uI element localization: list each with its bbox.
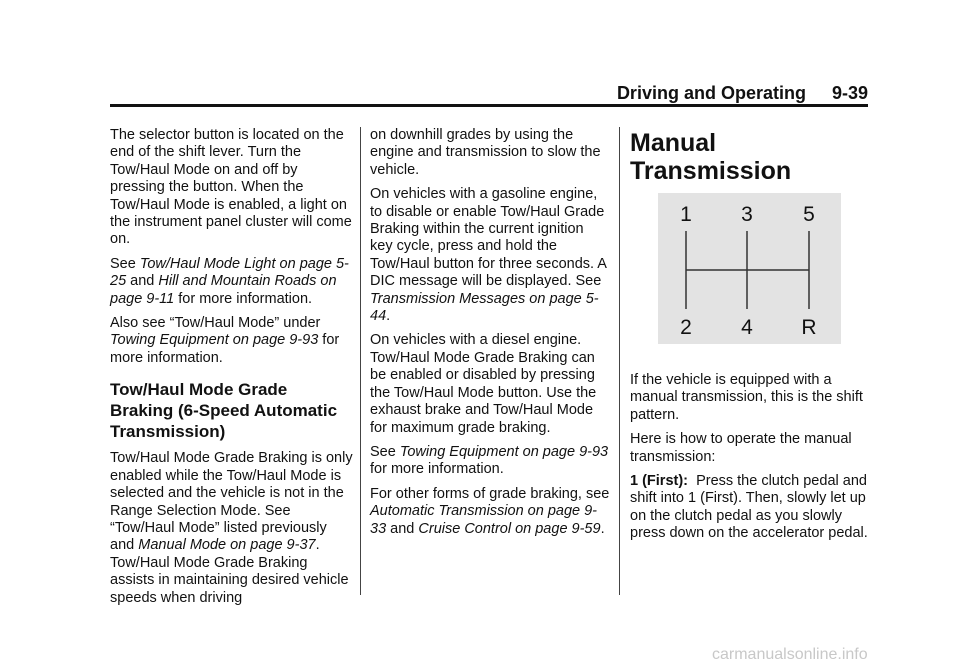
watermark: carmanualsonline.info <box>712 646 868 663</box>
cross-reference[interactable]: Manual Mode on page 9-37 <box>138 537 316 554</box>
cross-reference[interactable]: Hill and Mountain Roads on page 9-11 <box>110 273 337 307</box>
gear-label-3: 3 <box>741 203 753 226</box>
gear-label-reverse: R <box>801 316 817 339</box>
paragraph: On vehicles with a gasoline engine, to disable or enable Tow/Haul Grade Braking within the current ignition key cycle, press and hold the Tow/Haul button for three seconds. A DIC message will be displayed. See Transmission Messages on page 5-44. <box>370 186 607 325</box>
paragraph: Tow/Haul Mode Grade Braking is only enabled while the Tow/Haul Mode is selected and the vehicle is not in the Range Selection Mode. See “Tow/Haul Mode” listed previously and Manual Mode on page 9-37. Tow/Haul Mode Grade Braking assists in maintaining desired vehicle speeds when driving <box>110 450 353 606</box>
cross-reference[interactable]: Towing Equipment on page 9-93 <box>110 332 319 349</box>
paragraph: on downhill grades by using the engine and transmission to slow the vehicle. <box>370 127 601 178</box>
cross-reference[interactable]: Tow/Haul Mode Light on page 5-25 <box>110 255 349 290</box>
paragraph: If the vehicle is equipped with a manual transmission, this is the shift pattern. <box>630 372 863 423</box>
paragraph: See Tow/Haul Mode Light on page 5-25 and Hill and Mountain Roads on page 9-11 for more information. <box>110 255 349 307</box>
gear-label-1: 1 <box>680 203 692 226</box>
section-subheading: Tow/Haul Mode Grade Braking (6-Speed Automatic Transmission) <box>110 380 338 442</box>
paragraph: For other forms of grade braking, see Automatic Transmission on page 9-33 and Cruise Control on page 9-59. <box>370 485 610 537</box>
paragraph: Here is how to operate the manual transmission: <box>630 431 852 465</box>
section-title: Driving and Operating <box>616 83 806 103</box>
column-divider <box>619 127 620 595</box>
cross-reference[interactable]: Cruise Control on page 9-59 <box>418 520 601 537</box>
paragraph: 1 (First): Press the clutch pedal and shift into 1 (First). Then, slowly let up on the clutch pedal as you slowly press down on the accelerator pedal. <box>630 473 868 542</box>
column-divider <box>360 127 361 595</box>
page-header <box>110 82 868 104</box>
page-number: 9-39 <box>831 83 868 103</box>
cross-reference[interactable]: Automatic Transmission on page 9-33 <box>370 503 598 537</box>
header-rule <box>110 104 868 107</box>
gear-label-4: 4 <box>741 316 753 339</box>
cross-reference[interactable]: Transmission Messages on page 5-44 <box>370 290 599 325</box>
gear-label-2: 2 <box>680 316 692 339</box>
column-right <box>630 127 868 185</box>
paragraph: On vehicles with a diesel engine. Tow/Haul Mode Grade Braking can be enabled or disabled by pressing the Tow/Haul Mode button. Use the exhaust brake and Tow/Haul Mode for maximum grade braking. <box>370 332 597 436</box>
gear-label-5: 5 <box>803 203 815 226</box>
paragraph: Also see “Tow/Haul Mode” under Towing Equipment on page 9-93 for more information. <box>110 315 340 366</box>
shift-pattern-diagram <box>658 193 841 344</box>
paragraph: The selector button is located on the end of the shift lever. Turn the Tow/Haul Mode on and off by pressing the button. When the Tow/Haul Mode is enabled, a light on the instrument panel cluster will come on. <box>110 127 352 248</box>
column-left <box>110 127 354 614</box>
column-middle <box>370 127 610 545</box>
section-title-heading: Manual Transmission <box>630 129 792 185</box>
paragraph: See Towing Equipment on page 9-93 for more information. <box>370 443 609 478</box>
cross-reference[interactable]: Towing Equipment on page 9-93 <box>399 443 609 460</box>
column-right-body <box>630 372 868 550</box>
step-label: 1 (First): <box>630 473 688 490</box>
